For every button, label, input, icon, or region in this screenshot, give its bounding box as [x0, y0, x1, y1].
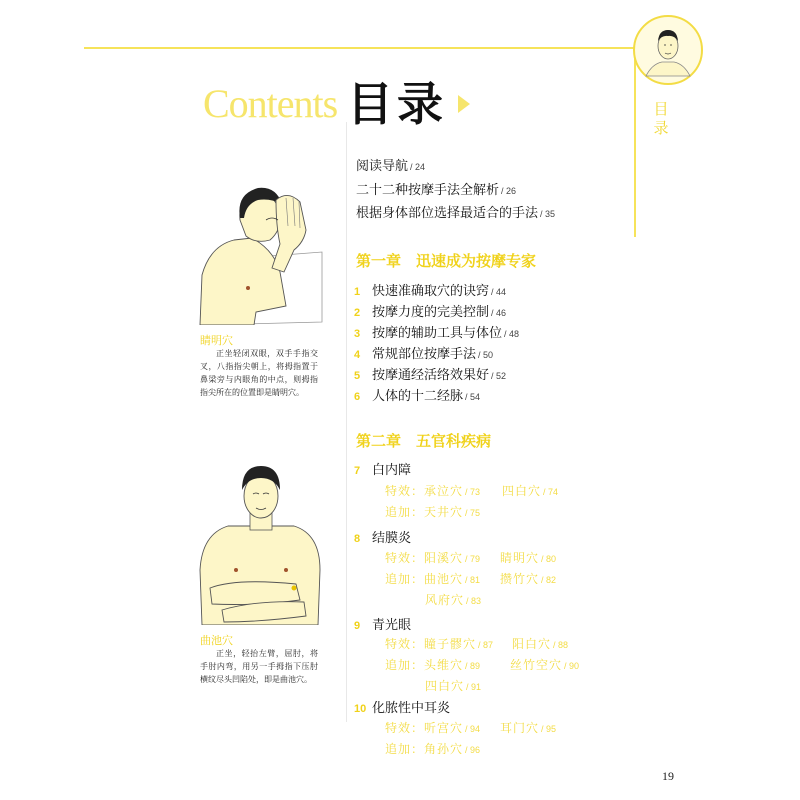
- disease-name: 青光眼: [372, 618, 412, 633]
- toc-item-page: / 35: [540, 209, 556, 219]
- acupoint-entry[interactable]: [385, 635, 493, 652]
- toc-item-text: 人体的十二经脉: [372, 389, 464, 404]
- acupoint-name: 四白穴: [502, 484, 542, 498]
- toc-intro-item[interactable]: [356, 202, 555, 221]
- acupoint-page: / 91: [466, 682, 482, 692]
- toc-item-page: / 44: [491, 287, 507, 297]
- disease-name: 结膜炎: [372, 531, 412, 546]
- toc-chapter1-item[interactable]: [354, 280, 506, 299]
- toc-item-text: 按摩通经活络效果好: [372, 368, 490, 383]
- toc-disease-item[interactable]: [354, 459, 411, 478]
- page-number: 19: [662, 769, 674, 783]
- acupoint-entry[interactable]: [385, 570, 480, 587]
- toc-item-page: / 52: [491, 371, 507, 381]
- acupoint-page: / 80: [541, 554, 557, 564]
- item-number: 6: [354, 391, 361, 403]
- toc-intro-item[interactable]: [356, 179, 516, 198]
- acupoint-entry[interactable]: [510, 656, 579, 673]
- item-number: 7: [354, 465, 361, 477]
- acupoint-page: / 83: [466, 596, 482, 606]
- toc-disease-item[interactable]: [354, 614, 411, 633]
- acupoint-name: 攒竹穴: [500, 572, 540, 586]
- acupoint-name: 追加：角孙穴: [385, 742, 464, 756]
- acupoint-entry[interactable]: [385, 503, 480, 520]
- column-divider: [346, 122, 347, 722]
- acupoint-page: / 96: [465, 745, 481, 755]
- item-number: 8: [354, 533, 361, 545]
- acupoint-name: 追加：曲池穴: [385, 572, 464, 586]
- toc-item-page: / 48: [504, 329, 520, 339]
- acupoint-page: / 75: [465, 508, 481, 518]
- toc-chapter1-item[interactable]: [354, 301, 506, 320]
- acupoint-name: 特效：听宫穴: [385, 721, 464, 735]
- acupoint-page: / 94: [465, 724, 481, 734]
- toc-chapter1-item[interactable]: [354, 385, 480, 404]
- figure-1-caption: 正坐轻闭双眼，双手手指交叉，八指指尖朝上，将拇指置于鼻梁旁与内眼角的中点，则拇指指尖所在的位置即是睛明穴。: [200, 349, 318, 397]
- toc-intro-item[interactable]: [356, 155, 425, 174]
- disease-name: 白内障: [372, 463, 412, 478]
- acupoint-page: / 87: [478, 640, 494, 650]
- acupoint-name: 风府穴: [425, 593, 465, 607]
- toc-item-page: / 54: [465, 392, 481, 402]
- acupoint-entry[interactable]: [385, 740, 480, 757]
- toc-item-text: 按摩的辅助工具与体位: [372, 326, 503, 341]
- item-number: 2: [354, 307, 361, 319]
- acupoint-name: 阳白穴: [512, 637, 552, 651]
- acupoint-page: / 89: [465, 661, 481, 671]
- toc-item-text: 快速准确取穴的诀窍: [372, 284, 490, 299]
- figure-1-title: 睛明穴: [200, 334, 233, 347]
- toc-disease-item[interactable]: [354, 697, 450, 716]
- item-number: 1: [354, 286, 361, 298]
- toc-chapter1-item[interactable]: [354, 343, 493, 362]
- toc-item-page: / 50: [478, 350, 494, 360]
- acupoint-name: 追加：头维穴: [385, 658, 464, 672]
- jingming-illustration: [196, 180, 330, 325]
- item-number: 3: [354, 328, 361, 340]
- acupoint-page: / 73: [465, 487, 481, 497]
- acupoint-entry[interactable]: [385, 719, 480, 736]
- item-number: 4: [354, 349, 361, 361]
- figure-2-caption: 正坐，轻抬左臂，屈肘，将手肘内弯，用另一手拇指下压肘横纹尽头凹陷处，即是曲池穴。: [200, 649, 318, 684]
- acupoint-name: 丝竹空穴: [510, 658, 563, 672]
- side-tab-label: 目录: [653, 100, 669, 137]
- toc-disease-item[interactable]: [354, 527, 411, 546]
- toc-item-text: 阅读导航: [356, 159, 409, 174]
- acupoint-name: 四白穴: [425, 679, 465, 693]
- item-number: 9: [354, 620, 361, 632]
- acupoint-page: / 82: [541, 575, 557, 585]
- figure-2-title: 曲池穴: [200, 634, 233, 647]
- quchi-illustration: [196, 460, 326, 625]
- acupoint-entry[interactable]: [502, 482, 558, 499]
- acupoint-name: 耳门穴: [500, 721, 540, 735]
- acupoint-entry[interactable]: [385, 656, 480, 673]
- toc-item-text: 二十二种按摩手法全解析: [356, 183, 500, 198]
- acupoint-entry[interactable]: [500, 549, 556, 566]
- header-rule: [84, 47, 644, 49]
- acupoint-name: 特效：阳溪穴: [385, 551, 464, 565]
- toc-chapter1-item[interactable]: [354, 364, 506, 383]
- toc-item-text: 根据身体部位选择最适合的手法: [356, 206, 539, 221]
- acupoint-entry[interactable]: [500, 570, 556, 587]
- acupoint-entry[interactable]: [425, 591, 481, 608]
- acupoint-name: 特效：瞳子髎穴: [385, 637, 477, 651]
- acupoint-page: / 81: [465, 575, 481, 585]
- item-number: 5: [354, 370, 361, 382]
- title-english: Contents: [203, 81, 338, 126]
- toc-item-page: / 24: [410, 162, 426, 172]
- title-arrow-icon: [458, 95, 470, 113]
- toc-item-page: / 46: [491, 308, 507, 318]
- toc-item-page: / 26: [501, 186, 517, 196]
- toc-chapter1-item[interactable]: [354, 322, 519, 341]
- acupoint-entry[interactable]: [512, 635, 568, 652]
- portrait-icon: [632, 14, 704, 86]
- chapter-2-heading[interactable]: 第二章 五官科疾病: [356, 432, 492, 450]
- chapter-1-heading[interactable]: 第一章 迅速成为按摩专家: [356, 252, 537, 270]
- acupoint-entry[interactable]: [500, 719, 556, 736]
- toc-item-text: 常规部位按摩手法: [372, 347, 477, 362]
- title-chinese: 目录: [347, 77, 447, 131]
- acupoint-name: 追加：天井穴: [385, 505, 464, 519]
- acupoint-page: / 88: [553, 640, 569, 650]
- acupoint-entry[interactable]: [385, 549, 480, 566]
- toc-item-text: 按摩力度的完美控制: [372, 305, 490, 320]
- acupoint-page: / 79: [465, 554, 481, 564]
- acupoint-page: / 95: [541, 724, 557, 734]
- acupoint-entry[interactable]: [385, 482, 480, 499]
- acupoint-page: / 90: [564, 661, 580, 671]
- acupoint-page: / 74: [543, 487, 559, 497]
- acupoint-entry[interactable]: [425, 677, 481, 694]
- acupoint-name: 特效：承泣穴: [385, 484, 464, 498]
- acupoint-name: 睛明穴: [500, 551, 540, 565]
- disease-name: 化脓性中耳炎: [372, 701, 451, 716]
- item-number: 10: [354, 703, 367, 715]
